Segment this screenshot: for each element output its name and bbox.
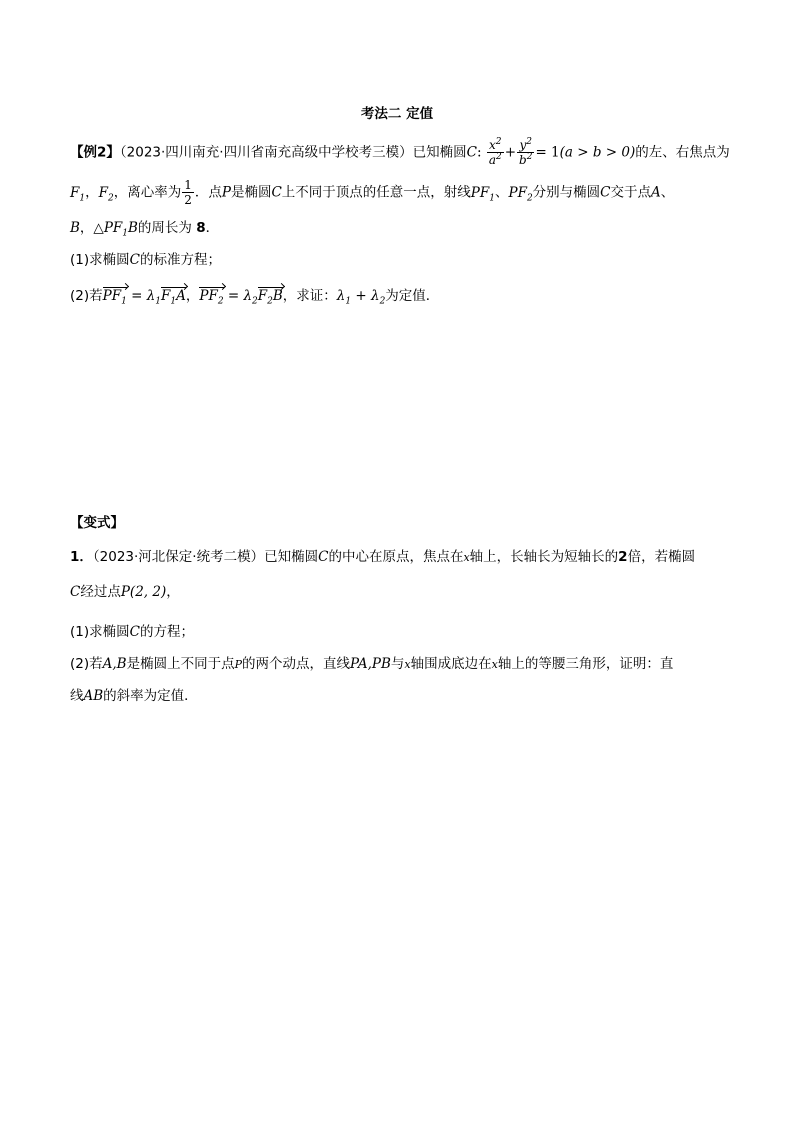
- variant-question2: (2)若A,B是椭圆上不同于点P的两个动点，直线PA,PB与x轴围成底边在x轴上的等腰三角形，证明：直: [70, 656, 674, 672]
- fraction-x2-a2: $\frac{x^2}{a^2}$: [488, 137, 502, 167]
- example2-line2: $F_1$，$F_2$，离心率为 $\frac{1}{2}$ ．点P是椭圆C上不同于顶点的任意一点，射线$PF_1$、$PF_2$分别与椭圆C交于点A、: [70, 178, 675, 207]
- fraction-one-half: $\frac{1}{2}$: [184, 178, 192, 207]
- example-tag: 【例2】: [70, 144, 120, 161]
- variant-tag: 【变式】: [70, 515, 124, 531]
- variant-question1: (1)求椭圆C的方程；: [70, 624, 194, 640]
- variant-line1: 1．（2023·河北保定·统考二模）已知椭圆C的中心在原点，焦点在x轴上，长轴长为短轴长的2倍，若椭圆: [70, 549, 696, 565]
- variant-question2-cont: 线AB的斜率为定值．: [70, 688, 198, 704]
- example2-line3: B，$\triangle PF_1B$的周长为 8．: [70, 220, 220, 239]
- section-title: 考法二 定值: [360, 106, 434, 122]
- example-source: （2023·四川南充·四川省南充高级中学校考三模）: [119, 144, 413, 161]
- fraction-y2-b2: $\frac{y^2}{b^2}$: [519, 137, 533, 167]
- example2-line1: 【例2】（2023·四川南充·四川省南充高级中学校考三模）已知椭圆C: $\frac{x^2}{a^2}$ + $\frac{y^2}{b^2}$ = 1(a > b > 0)的左、右焦点为: [70, 137, 730, 167]
- variant-line2: C经过点P(2, 2)，: [70, 584, 180, 600]
- example2-question1: (1)求椭圆C的标准方程；: [70, 252, 221, 268]
- example2-question2: (2)若$PF_1 = \lambda_1F_1A$，$PF_2 = \lambda_2F_2B$，求证：$\lambda_1 + \lambda_2$为定值．: [70, 288, 440, 307]
